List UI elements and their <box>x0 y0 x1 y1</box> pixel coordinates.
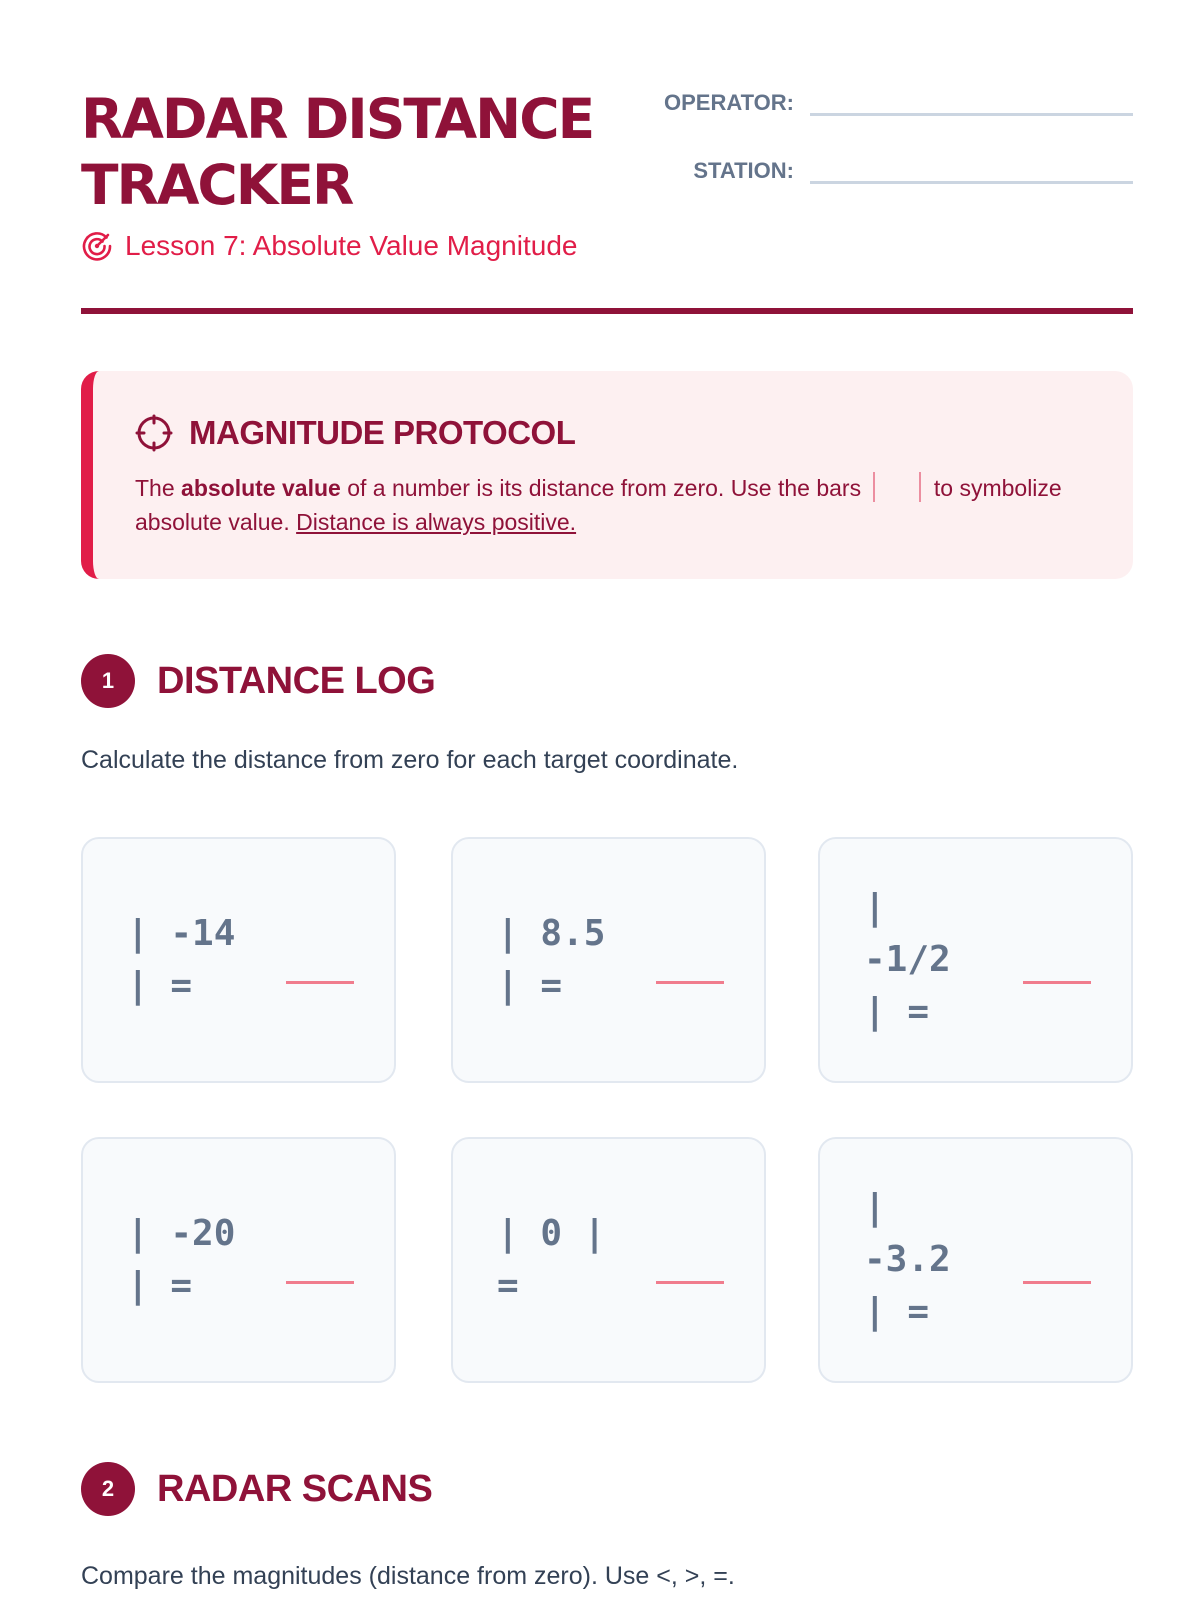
protocol-text-part: The <box>135 475 182 501</box>
problem-expression: | -3.2 | = <box>864 1187 951 1332</box>
section-title: RADAR SCANS <box>157 1467 433 1510</box>
protocol-box <box>81 371 1133 579</box>
protocol-heading <box>135 413 575 453</box>
operator-label: OPERATOR: <box>664 90 794 115</box>
absolute-bars-symbol <box>873 472 921 502</box>
station-row <box>664 156 1133 184</box>
problem-expression: | 0 | = <box>497 1213 606 1306</box>
answer-blank[interactable] <box>656 981 724 984</box>
subtitle-text: Lesson 7: Absolute Value Magnitude <box>125 230 578 261</box>
protocol-text-part: of a number is its distance from zero. Use the bars <box>340 475 868 501</box>
protocol-title: MAGNITUDE PROTOCOL <box>189 414 576 451</box>
protocol-bold-term: absolute value <box>181 475 341 501</box>
answer-blank[interactable] <box>1023 981 1091 984</box>
problem-expression: | 8.5 | = <box>497 913 606 1006</box>
problem-expression: | -20 | = <box>127 1213 236 1306</box>
answer-blank[interactable] <box>656 1281 724 1284</box>
radar-icon <box>81 230 113 262</box>
section-number-badge: 2 <box>81 1462 135 1516</box>
problem-expression: | -14 | = <box>127 913 236 1006</box>
problem-card <box>451 837 766 1083</box>
answer-blank[interactable] <box>286 1281 354 1284</box>
section-title: DISTANCE LOG <box>157 659 436 702</box>
operator-field[interactable] <box>810 88 1133 116</box>
section-2-instructions: Compare the magnitudes (distance from zero). Use <, >, =. <box>81 1562 735 1590</box>
protocol-text <box>135 471 1115 539</box>
problem-card <box>451 1137 766 1383</box>
section-1-instructions: Calculate the distance from zero for each target coordinate. <box>81 746 739 774</box>
problem-card <box>81 837 396 1083</box>
problem-card <box>818 1137 1133 1383</box>
problem-card <box>81 1137 396 1383</box>
protocol-underlined-note: Distance is always positive. <box>296 509 577 535</box>
operator-row <box>664 88 1133 116</box>
answer-blank[interactable] <box>1023 1281 1091 1284</box>
problem-expression: | -1/2 | = <box>864 887 951 1032</box>
section-1-heading <box>81 654 435 708</box>
station-field[interactable] <box>810 156 1133 184</box>
section-2-heading <box>81 1462 432 1516</box>
answer-blank[interactable] <box>286 981 354 984</box>
page-title: RADAR DISTANCE TRACKER <box>81 87 594 217</box>
header <box>81 82 1133 314</box>
station-label: STATION: <box>693 158 794 183</box>
protocol-text-part: to symbolize absolute value. <box>135 475 1062 535</box>
crosshair-icon <box>135 414 173 452</box>
problem-card <box>818 837 1133 1083</box>
lesson-subtitle <box>81 228 577 264</box>
section-number-badge: 1 <box>81 654 135 708</box>
